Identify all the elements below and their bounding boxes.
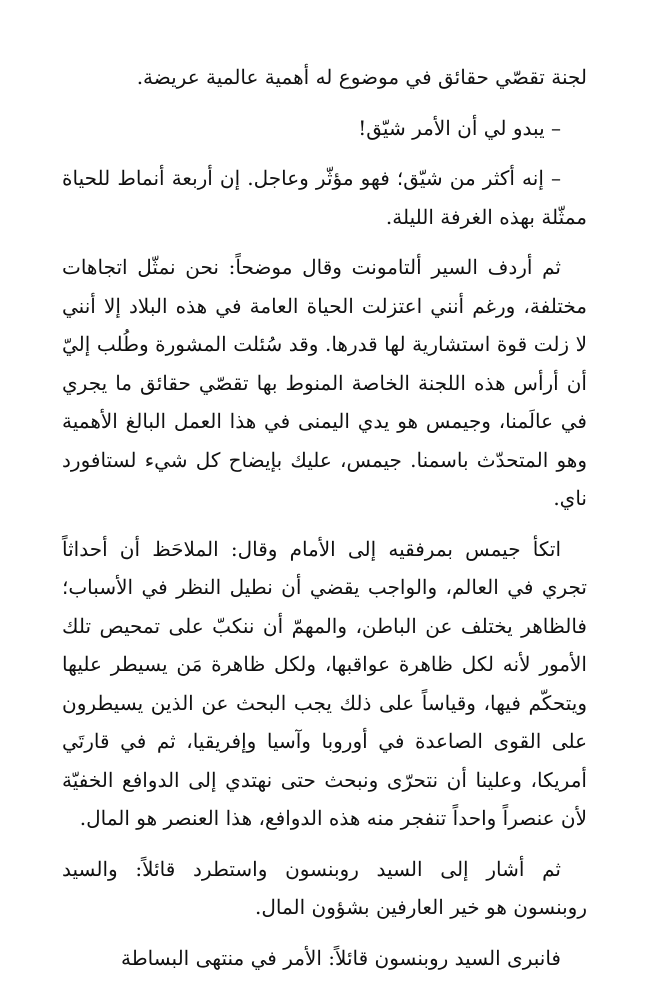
paragraph-6: ثم أشار إلى السيد روبنسون واستطرد قائلاً: والسيد روبنسون هو خير العارفين بشؤون المال. [62,856,587,919]
book-page-text [62,58,587,989]
paragraph-4: ثم أردف السير ألتامونت وقال موضحاً: نحن نمثّل اتجاهات مختلفة، ورغم أنني اعتزلت الحياة العامة في هذه البلاد إلا أنني لا زلت قوة استشارية لها قدرها. وقد سُئلت المشورة وطُلب إليّ أن أرأس هذه اللجنة الخاصة المنوط بها تقصّي حقائق ما يجري في عالَمنا، وجيمس هو يدي اليمنى في هذا العمل البالغ الأهمية وهو المتحدّث باسمنا. جيمس، عليك بإيضاح كل شيء لستافورد ناي. [62,255,587,510]
paragraph-5: اتكأ جيمس بمرفقيه إلى الأمام وقال: الملاحَظ أن أحداثاً تجري في العالم، والواجب يقضي أن نطيل النظر في الأسباب؛ فالظاهر يختلف عن الباطن، والمهمّ أن ننكبّ على تمحيص تلك الأمور لأنه لكل ظاهرة عواقبها، ولكل ظاهرة مَن يسيطر عليها ويتحكّم فيها، وقياساً على ذلك يجب البحث عن الذين يسيطرون على القوى الصاعدة في أوروبا وآسيا وإفريقيا، ثم في قارتَي أمريكا، وعلينا أن نتحرّى ونبحث حتى نهتدي إلى الدوافع الخفيّة لأن عنصراً واحداً تنفجر منه هذه الدوافع، هذا العنصر هو المال. [62,536,587,830]
paragraph-7: فانبرى السيد روبنسون قائلاً: الأمر في منتهى البساطة [120,945,561,970]
paragraph-2: – يبدو لي أن الأمر شيّق! [358,115,561,140]
paragraph-3: – إنه أكثر من شيّق؛ فهو مؤثّر وعاجل. إن أربعة أنماط للحياة ممثّلة بهذه الغرفة الليلة. [62,166,587,229]
paragraph-1: لجنة تقصّي حقائق في موضوع له أهمية عالمية عريضة. [136,65,587,89]
